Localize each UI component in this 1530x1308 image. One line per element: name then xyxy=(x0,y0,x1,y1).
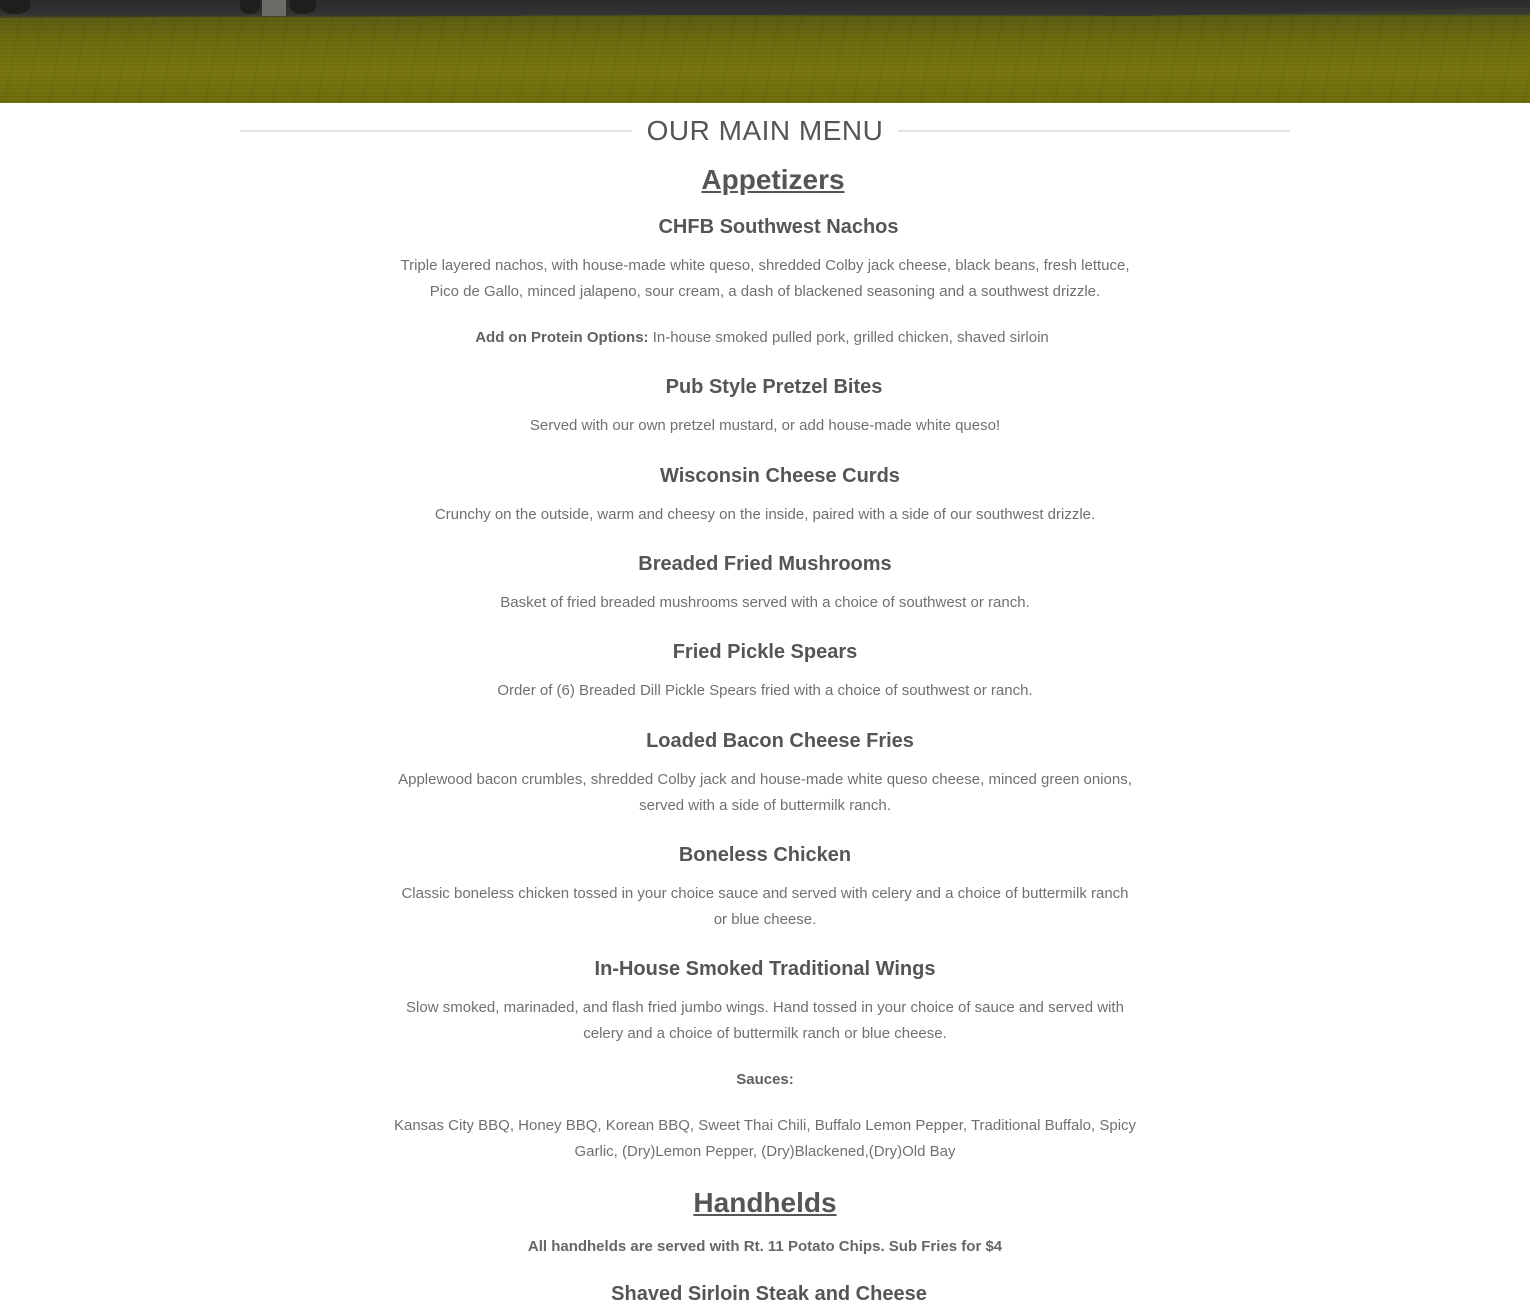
item-description xyxy=(380,502,1150,528)
item-name: In-House Smoked Traditional Wings xyxy=(594,958,936,980)
item-description-line: Classic boneless chicken tossed in your choice sauce and served with celery and a choice of buttermilk ranch xyxy=(401,885,1129,902)
section-handhelds xyxy=(380,1181,1150,1225)
menu-item xyxy=(380,727,1150,755)
item-description xyxy=(380,678,1150,704)
item-description-line: Served with our own pretzel mustard, or add house-made white queso! xyxy=(529,417,1001,434)
menu-item xyxy=(380,213,1150,241)
item-description-line: Slow smoked, marinaded, and flash fried jumbo wings. Hand tossed in your choice of sauce and served with xyxy=(406,999,1124,1016)
item-description xyxy=(380,995,1150,1046)
item-description xyxy=(380,253,1150,304)
addon-text: In-house smoked pulled pork, grilled chicken, shaved sirloin xyxy=(648,329,1049,346)
menu-title-row xyxy=(240,112,1290,150)
item-description-line: celery and a choice of buttermilk ranch or blue cheese. xyxy=(583,1024,947,1042)
hero-banner xyxy=(0,0,1530,103)
sauces-list xyxy=(380,1113,1150,1164)
menu-item xyxy=(380,550,1150,578)
item-name: Fried Pickle Spears xyxy=(672,641,858,663)
item-addon xyxy=(380,325,1150,351)
handhelds-sides-note: All handhelds are served with Rt. 11 Potato Chips. Sub Fries for $4 xyxy=(527,1238,1003,1255)
item-description-line: Basket of fried breaded mushrooms served with a choice of southwest or ranch. xyxy=(500,594,1030,611)
item-name: Shaved Sirloin Steak and Cheese xyxy=(611,1283,927,1305)
item-description-line: Triple layered nachos, with house-made white queso, shredded Colby jack cheese, black beans, fresh lettuce, xyxy=(400,257,1130,274)
page-title: OUR MAIN MENU xyxy=(646,115,884,146)
item-description-line: Order of (6) Breaded Dill Pickle Spears fried with a choice of southwest or ranch. xyxy=(497,682,1033,699)
item-name: Loaded Bacon Cheese Fries xyxy=(646,730,914,752)
title-divider-right xyxy=(898,130,1290,132)
item-name: Breaded Fried Mushrooms xyxy=(638,553,892,575)
menu-item xyxy=(380,955,1150,983)
item-description xyxy=(380,590,1150,616)
field-texture xyxy=(0,16,1530,103)
menu-item xyxy=(380,462,1150,490)
tree-silhouette xyxy=(0,0,30,14)
item-name: CHFB Southwest Nachos xyxy=(658,216,899,238)
section-heading-appetizers: Appetizers xyxy=(701,164,845,195)
addon-label: Add on Protein Options: xyxy=(475,329,649,346)
tree-silhouette xyxy=(290,0,316,14)
handhelds-note xyxy=(380,1234,1150,1259)
item-description-line: Crunchy on the outside, warm and cheesy on the inside, paired with a side of our southwest drizzle. xyxy=(434,506,1096,523)
item-description-line: or blue cheese. xyxy=(713,910,817,928)
section-heading-handhelds: Handhelds xyxy=(693,1187,837,1218)
menu-item xyxy=(380,1280,1150,1308)
item-description xyxy=(380,413,1150,439)
sauces-label-block xyxy=(380,1067,1150,1093)
item-description-line: Applewood bacon crumbles, shredded Colby jack and house-made white queso cheese, minced green onions, xyxy=(398,771,1132,788)
barn-icon xyxy=(262,0,286,16)
title-divider-left xyxy=(240,130,632,132)
tree-silhouette xyxy=(240,0,260,14)
menu-item xyxy=(380,373,1150,401)
item-name: Wisconsin Cheese Curds xyxy=(660,465,900,487)
item-description xyxy=(380,767,1150,818)
item-description xyxy=(380,881,1150,932)
item-description-line: served with a side of buttermilk ranch. xyxy=(639,796,891,814)
menu-item xyxy=(380,841,1150,869)
item-description-line: Pico de Gallo, minced jalapeno, sour cream, a dash of blackened seasoning and a southwest drizzle. xyxy=(429,282,1101,300)
sauces-line: Kansas City BBQ, Honey BBQ, Korean BBQ, Sweet Thai Chili, Buffalo Lemon Pepper, Traditional Buffalo, Spicy xyxy=(393,1117,1137,1134)
item-name: Boneless Chicken xyxy=(678,844,852,866)
sauces-line: Garlic, (Dry)Lemon Pepper, (Dry)Blackened,(Dry)Old Bay xyxy=(574,1142,956,1160)
menu-item xyxy=(380,638,1150,666)
section-appetizers xyxy=(380,158,1150,202)
sauces-label: Sauces: xyxy=(736,1071,794,1088)
item-name: Pub Style Pretzel Bites xyxy=(665,376,883,398)
